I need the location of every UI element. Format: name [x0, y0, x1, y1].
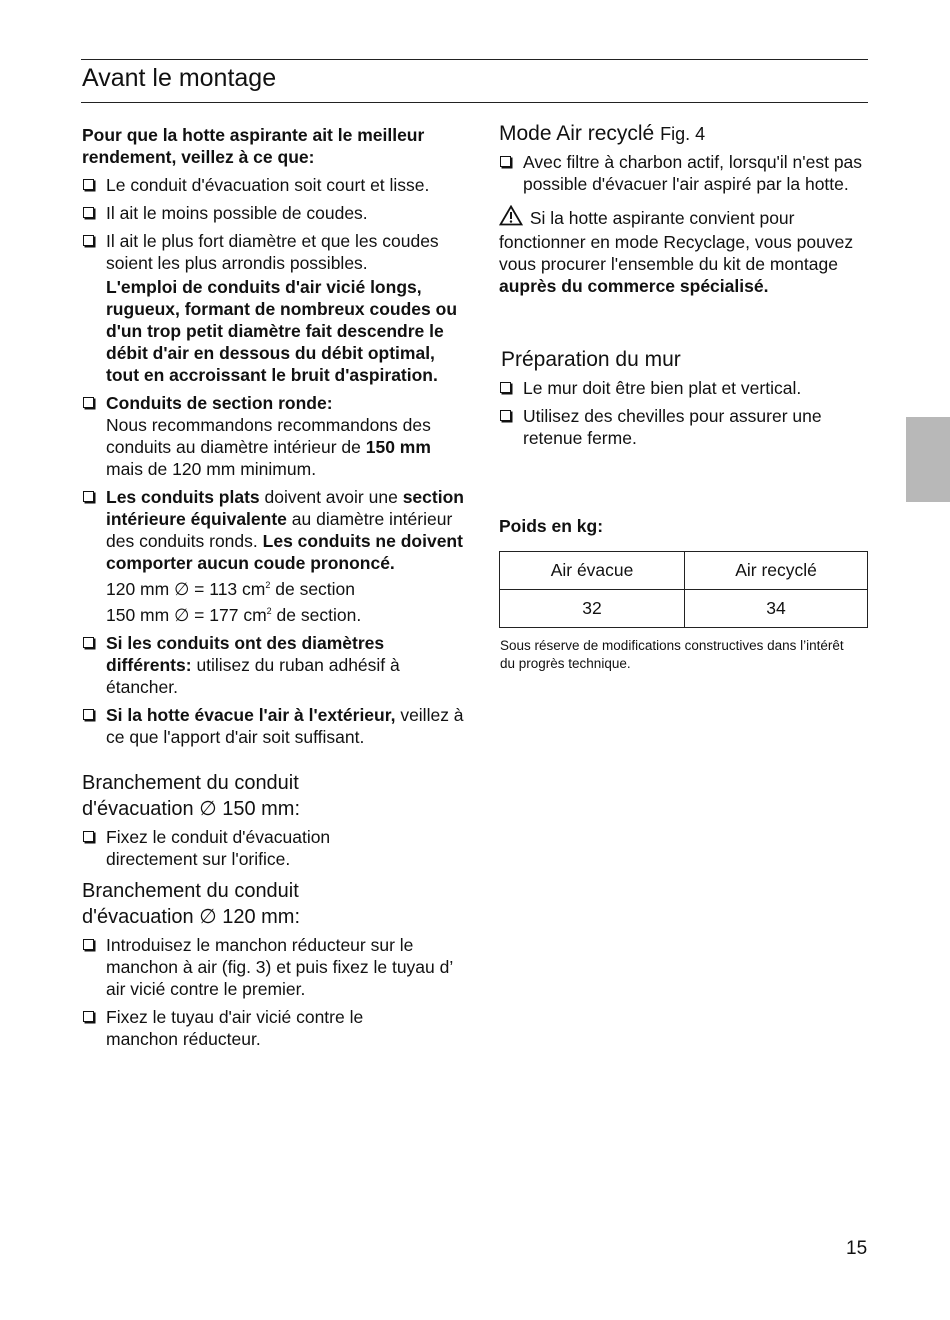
left-column	[82, 124, 467, 1056]
right-column	[499, 121, 871, 455]
item-bold-text: Les conduits ne doivent comporter aucun coude prononcé.	[106, 531, 463, 573]
item-text: mais de 120 mm minimum.	[106, 459, 317, 479]
checkbox-bullet-icon	[83, 179, 94, 190]
item-text: Introduisez le manchon réducteur sur le manchon à air (fig. 3) et puis fixez le tuyau d’ air vicié contre le premier.	[106, 935, 453, 999]
checkbox-bullet-icon	[500, 410, 511, 421]
table-header-row	[500, 552, 868, 590]
list-item	[82, 230, 467, 386]
item-bold-text: Les conduits plats	[106, 487, 260, 507]
item-text: Il ait le moins possible de coudes.	[106, 203, 368, 223]
weight-label: Poids en kg:	[499, 516, 604, 536]
header-rule-top	[81, 59, 868, 60]
superscript: 2	[266, 606, 272, 616]
page-number: 15	[846, 1238, 868, 1259]
list-item	[82, 174, 467, 196]
heading-text: Mode Air recyclé	[499, 122, 655, 145]
table-header-cell: Air évacue	[500, 552, 685, 590]
checkbox-bullet-icon	[83, 637, 94, 648]
heading-120mm: Branchement du conduit d'évacuation ∅ 120 mm:	[82, 880, 301, 928]
checkbox-bullet-icon	[83, 491, 94, 502]
item-text: Il ait le plus fort diamètre et que les coudes soient les plus arrondis possibles.	[106, 231, 439, 273]
item-text: Le conduit d'évacuation soit court et lisse.	[106, 175, 430, 195]
checkbox-bullet-icon	[500, 382, 511, 393]
list-item	[82, 934, 467, 1000]
checkbox-bullet-icon	[83, 939, 94, 950]
item-text: utilisez du ruban adhésif à étancher.	[106, 655, 400, 697]
list-item	[499, 377, 871, 399]
checkbox-bullet-icon	[83, 207, 94, 218]
list-item	[82, 704, 467, 748]
section-tab-marker	[906, 417, 950, 502]
list-item	[82, 392, 467, 480]
header-rule-bottom	[81, 102, 868, 103]
heading-150mm: Branchement du conduit d'évacuation ∅ 150 mm:	[82, 772, 301, 820]
item-text: de section	[275, 579, 356, 599]
item-text: veillez à ce que l'apport d'air soit suffisant.	[106, 705, 464, 747]
heading-wall-preparation: Préparation du mur	[501, 348, 681, 371]
footnote: Sous réserve de modifications constructives dans l’intérêt du progrès technique.	[500, 638, 844, 671]
list-item	[82, 202, 467, 224]
heading-mode-air-recycle	[499, 121, 871, 147]
item-text: Nous recommandons recommandons des conduits au diamètre intérieur de	[106, 415, 431, 457]
item-text: au diamètre intérieur des conduits ronds.	[106, 509, 453, 551]
checkbox-bullet-icon	[83, 831, 94, 842]
superscript: 2	[265, 580, 271, 590]
weight-table	[499, 551, 868, 628]
warning-text: Si la hotte aspirante convient pour fonctionner en mode Recyclage, vous pouvez vous procurer l'ensemble du kit de montage	[499, 208, 854, 274]
item-bold-text: Si les conduits ont des diamètres différents:	[106, 633, 385, 675]
item-text: Fixez le tuyau d'air vicié contre le manchon réducteur.	[106, 1007, 364, 1049]
table-cell: 34	[685, 590, 868, 628]
item-bold-text: Si la hotte évacue l'air à l'extérieur,	[106, 705, 396, 725]
item-text: doivent avoir une	[264, 487, 398, 507]
warning-paragraph	[499, 205, 864, 297]
section-formula: 150 mm ∅ = 177 cm	[106, 605, 267, 625]
list-item	[499, 405, 871, 449]
list-item	[82, 1006, 406, 1050]
list-item	[82, 632, 467, 698]
list-item	[82, 486, 467, 626]
item-text: de section.	[276, 605, 362, 625]
list-item	[82, 826, 366, 870]
checkbox-bullet-icon	[83, 709, 94, 720]
item-text: Utilisez des chevilles pour assurer une retenue ferme.	[523, 406, 822, 448]
figure-reference: Fig. 4	[660, 124, 706, 144]
checkbox-bullet-icon	[500, 156, 511, 167]
checkbox-bullet-icon	[83, 1011, 94, 1022]
intro-text: Pour que la hotte aspirante ait le meilleur rendement, veillez à ce que:	[82, 125, 425, 167]
checkbox-bullet-icon	[83, 397, 94, 408]
page-title: Avant le montage	[82, 64, 277, 92]
item-text: Le mur doit être bien plat et vertical.	[523, 378, 802, 398]
warning-paragraph: L'emploi de conduits d'air vicié longs, rugueux, formant de nombreux coudes ou d'un trop petit diamètre fait descendre le débit d'air en dessous du débit optimal, tout en accroissant le bruit d'aspiration.	[106, 277, 458, 385]
table-header-cell: Air recyclé	[685, 552, 868, 590]
warning-bold-text: auprès du commerce spécialisé.	[499, 276, 769, 296]
item-text: Avec filtre à charbon actif, lorsqu'il n'est pas possible d'évacuer l'air aspiré par la hotte.	[523, 152, 863, 194]
item-bold-text: Conduits de section ronde:	[106, 393, 333, 413]
item-text: Fixez le conduit d'évacuation directement sur l'orifice.	[106, 827, 331, 869]
item-bold-text: 150 mm	[365, 437, 431, 457]
table-row	[500, 590, 868, 628]
list-item	[499, 151, 871, 195]
checkbox-bullet-icon	[83, 235, 94, 246]
warning-triangle-icon	[499, 205, 523, 231]
section-formula: 120 mm ∅ = 113 cm	[106, 579, 266, 599]
table-cell: 32	[500, 590, 685, 628]
item-bold-text: section intérieure équivalente	[106, 487, 464, 529]
